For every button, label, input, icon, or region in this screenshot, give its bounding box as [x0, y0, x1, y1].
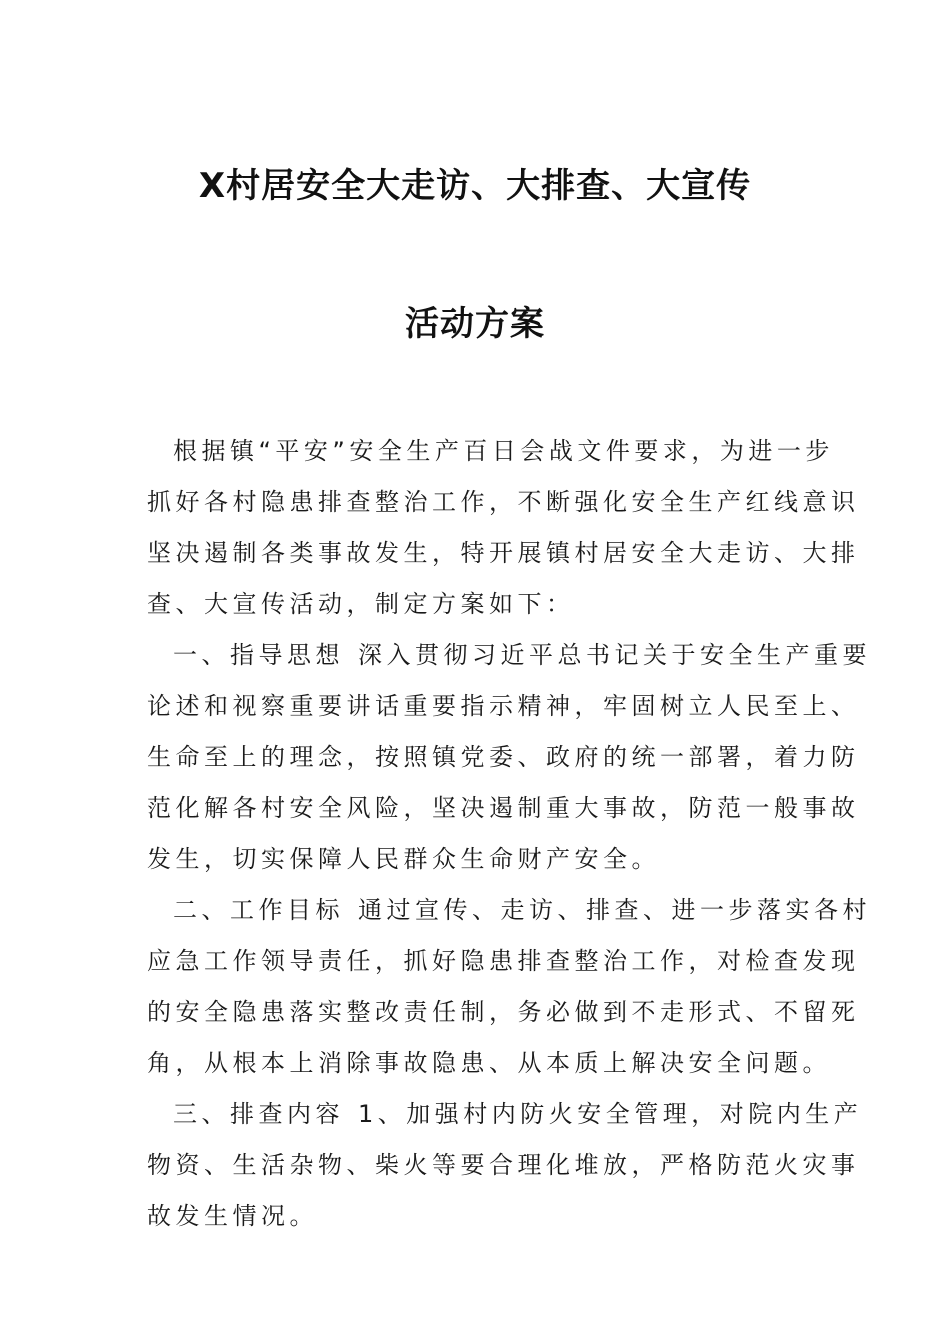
- section-inspection-content: [147, 1089, 863, 1242]
- section-line: 故发生情况。: [147, 1202, 318, 1230]
- section-first-line: [147, 1089, 863, 1140]
- section-line: 生命至上的理念，按照镇党委、政府的统一部署，着力防: [147, 743, 860, 771]
- section-line: 物资、生活杂物、柴火等要合理化堆放，严格防范火灾事: [147, 1151, 860, 1179]
- intro-line: 查、大宣传活动，制定方案如下：: [147, 590, 575, 618]
- section-first-line: [147, 885, 871, 936]
- section-line: 发生，切实保障人民群众生命财产安全。: [147, 845, 660, 873]
- intro-line: 根据镇“平安”安全生产百日会战文件要求，为进一步: [173, 437, 834, 465]
- section-text: 1、加强村内防火安全管理，对院内生产: [358, 1100, 863, 1128]
- document-title-line-1: X村居安全大走访、大排查、大宣传: [198, 166, 752, 206]
- section-text: 深入贯彻习近平总书记关于安全生产重要: [358, 641, 871, 669]
- section-work-goals: [147, 885, 871, 1089]
- document-title-line-2: 活动方案: [405, 304, 545, 344]
- section-first-line: [147, 630, 871, 681]
- intro-paragraph: [147, 426, 860, 630]
- section-text: 通过宣传、走访、排查、进一步落实各村: [358, 896, 871, 924]
- section-guiding-ideology: [147, 630, 871, 885]
- intro-line: 抓好各村隐患排查整治工作，不断强化安全生产红线意识: [147, 488, 860, 516]
- document-body: [147, 426, 871, 1242]
- section-line: 角，从根本上消除事故隐患、从本质上解决安全问题。: [147, 1049, 831, 1077]
- section-line: 应急工作领导责任，抓好隐患排查整治工作，对检查发现: [147, 947, 860, 975]
- intro-line: 坚决遏制各类事故发生，特开展镇村居安全大走访、大排: [147, 539, 860, 567]
- section-heading: 一、指导思想: [173, 641, 344, 669]
- section-line: 论述和视察重要讲话重要指示精神，牢固树立人民至上、: [147, 692, 860, 720]
- section-heading: 二、工作目标: [173, 896, 344, 924]
- section-line: 范化解各村安全风险，坚决遏制重大事故，防范一般事故: [147, 794, 860, 822]
- section-heading: 三、排查内容: [173, 1100, 344, 1128]
- section-line: 的安全隐患落实整改责任制，务必做到不走形式、不留死: [147, 998, 860, 1026]
